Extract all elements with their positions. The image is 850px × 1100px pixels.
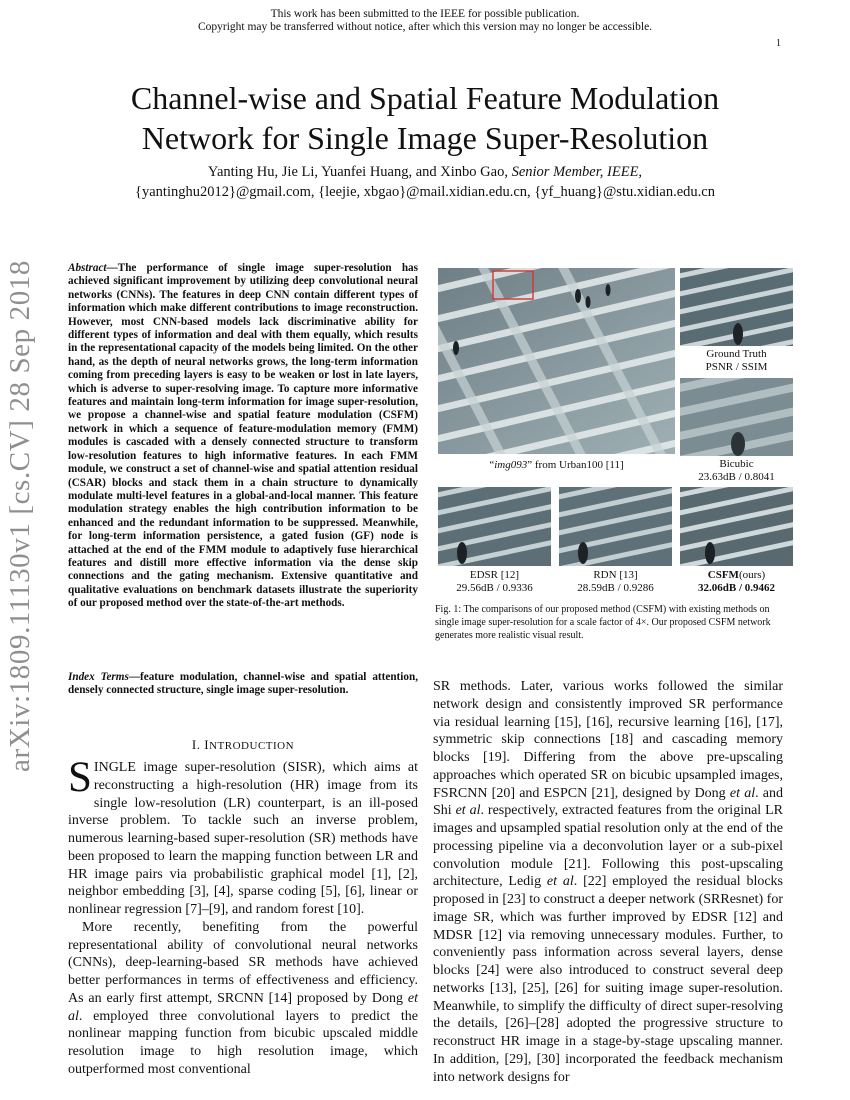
right-etal-1: et al	[729, 785, 756, 801]
paper-title	[60, 78, 790, 158]
csfm-metric: 32.06dB / 0.9462	[697, 582, 775, 594]
edsr-metric: 29.56dB / 0.9336	[456, 582, 533, 594]
ground-truth-label: Ground Truth	[706, 348, 767, 360]
intro-para2-etal: et al	[68, 990, 418, 1024]
main-caption-open-quote: “	[489, 459, 495, 471]
rdn-thumbnail	[559, 487, 672, 566]
abstract	[68, 262, 418, 611]
drop-cap: S	[68, 754, 92, 801]
index-terms-text: —feature modulation, channel-wise and spatial attention, densely connected structure, single image super-resolution.	[68, 671, 418, 697]
title-line-2: Network for Single Image Super-Resolution	[141, 120, 709, 156]
figure-1-caption: Fig. 1: The comparisons of our proposed method (CSFM) with existing methods on single image super-resolution for a scale factor of 4×. Our proposed CSFM network generates more realistic visual result.	[435, 604, 771, 641]
right-text-a: SR methods. Later, various works followed the similar network design and consistently improved SR performance via residual learning [15], [16], recursive learning [16], [17], symmetric skip connections [18] and cascading memory blocks [19]. Differing from the above pre-upscaling approaches which operated SR on bicubic upsampled images, FSRCNN [20] and ESPCN [21], designed by Dong	[433, 679, 783, 801]
ieee-notice-line2: Copyright may be transferred without notice, after which this version may no longer be accessible.	[197, 21, 653, 33]
rdn-label: RDN [13]	[593, 569, 638, 581]
right-etal-2: et al	[455, 803, 481, 819]
author-block	[40, 162, 810, 202]
ground-truth-metric: PSNR / SSIM	[705, 361, 768, 373]
index-terms-label: Index Terms	[68, 671, 129, 683]
author-names: Yanting Hu, Jie Li, Yuanfei Huang, and Xinbo Gao,	[207, 164, 508, 180]
ground-truth-thumbnail	[680, 268, 793, 346]
csfm-label-line	[680, 569, 793, 582]
right-text-d: . [22] employed the residual blocks proposed in [23] to construct a deeper network (SRResnet) for image SR, which was further improved by EDSR [12] and MDSR [12] via removing unnecessary modules. Further, to conveniently pass information across several layers, dense blocks [24] were also introduced to construct several deep networks [13], [25], [26] for suiting image super-resolution. Meanwhile, to simplify the difficulty of direct super-resolving the details, [26]–[28] adopted the progressive structure to reconstruct HR image in a stage-by-stage upscaling manner. In addition, [29], [30] incorporated the feedback mechanism into network designs for	[433, 874, 783, 1085]
right-text-c: . respectively, extracted features from the original LR images and upsampled spatial resolution only at the end of the processing pipeline via a deconvolution layer or a sub-pixel convolution module [21]. Following this post-upscaling architecture, Ledig	[433, 803, 783, 890]
edsr-label-block	[438, 569, 551, 595]
arxiv-stamp: arXiv:1809.11130v1 [cs.CV] 28 Sep 2018	[4, 260, 36, 772]
main-caption-image-id: img093	[494, 459, 528, 471]
rdn-metric: 28.59dB / 0.9286	[577, 582, 654, 594]
edsr-label: EDSR [12]	[469, 569, 520, 581]
csfm-label-block	[680, 569, 793, 595]
bicubic-metric: 23.63dB / 0.8041	[698, 471, 775, 483]
abstract-text: —The performance of single image super-resolution has achieved significant improvement by utilizing deep convolutional neural networks (CNNs). The features in deep CNN contain different types of information which make different contributions to image reconstruction. However, most CNN-based models lack discriminative ability for different types of information and deal with them equally, which results in the representational capacity of the models being limited. On the other hand, as the depth of neural networks grows, the long-term information coming from preceding layers is easy to be weaken or lost in late layers, which is adverse to super-resolving image. To capture more informative features and maintain long-term information for image super-resolution, we propose a channel-wise and spatial feature modulation (CSFM) network in which a sequence of feature-modulation memory (FMM) modules is cascaded with a densely connected structure to transform low-resolution features to high informative features. In each FMM module, we construct a set of channel-wise and spatial attention residual (CSAR) blocks and stack them in a chain structure to dynamically modulate multi-level features in a global-and-local manner. This feature modulation strategy enables the high contribution information to be enhanced and the redundant information to be suppressed. Meanwhile, for long-term information persistence, a gated fusion (GF) node is attached at the end of the FMM module to adaptively fuse hierarchical features and distill more effective information via the dense skip connections and the gating mechanism. Extensive quantitative and qualitative evaluations on benchmark datasets illustrate the superiority of our proposed method over the state-of-the-art methods.	[68, 262, 418, 610]
intro-para2-b: . employed three convolutional layers to predict the nonlinear mapping function from bicubic upscaled middle resolution image to high resolution image, which outperformed most conventional	[68, 1008, 418, 1077]
index-terms	[68, 671, 418, 698]
author-line	[40, 162, 810, 182]
section-heading-introduction	[68, 737, 418, 753]
intro-left-column	[68, 754, 418, 1079]
bicubic-label-block	[680, 458, 793, 484]
rdn-label-block	[559, 569, 672, 595]
ground-truth-label-block	[680, 348, 793, 374]
csfm-label: CSFM	[707, 569, 739, 581]
bicubic-thumbnail	[680, 378, 793, 456]
csfm-label-suffix: (ours)	[738, 569, 766, 581]
right-etal-3: et al	[546, 874, 574, 890]
intro-para2-a: More recently, benefiting from the powerful representational ability of convolutional neural networks (CNNs), deep-learning-based SR methods have achieved better performances in terms of effectiveness and efficiency. As an early first attempt, SRCNN [14] proposed by Dong	[68, 919, 418, 1006]
intro-para1-text: INGLE image super-resolution (SISR), which aims at reconstructing a high-resolution (HR) image from its single low-resolution (LR) counterpart, is an ill-posed inverse problem. To tackle such an inverse problem, numerous learning-based super-resolution (SR) methods have been proposed to learn the mapping function between LR and HR image pairs via probabilistic graphical model [1], [2], neighbor embedding [3], [4], sparse coding [5], [6], linear or nonlinear regression [7]–[9], and random forest [10].	[68, 760, 418, 917]
author-emails: {yantinghu2012}@gmail.com, {leejie, xbgao}@mail.xidian.edu.cn, {yf_huang}@stu.xidian.edu.cn	[135, 184, 715, 200]
intro-paragraph-1	[68, 754, 418, 919]
right-text-b: . and Shi	[433, 785, 784, 819]
intro-right-column	[433, 678, 783, 1086]
main-caption-source: ” from Urban100 [11]	[527, 459, 624, 471]
section-title-initial: I	[204, 737, 210, 752]
author-role: Senior Member, IEEE,	[511, 164, 643, 180]
abstract-label: Abstract	[68, 262, 107, 274]
title-line-1: Channel-wise and Spatial Feature Modulation	[130, 80, 720, 116]
bicubic-label: Bicubic	[719, 458, 754, 470]
page-number: 1	[776, 38, 781, 49]
section-number: I.	[191, 737, 205, 752]
csfm-thumbnail	[680, 487, 793, 566]
ieee-notice-line1: This work has been submitted to the IEEE for possible publication.	[270, 8, 580, 20]
intro-right-paragraph	[433, 678, 783, 1086]
intro-paragraph-2	[68, 919, 418, 1079]
figure-main-caption	[438, 459, 675, 471]
edsr-thumbnail	[438, 487, 551, 566]
figure-main-image	[438, 268, 675, 454]
section-title-rest: NTRODUCTION	[209, 740, 295, 752]
